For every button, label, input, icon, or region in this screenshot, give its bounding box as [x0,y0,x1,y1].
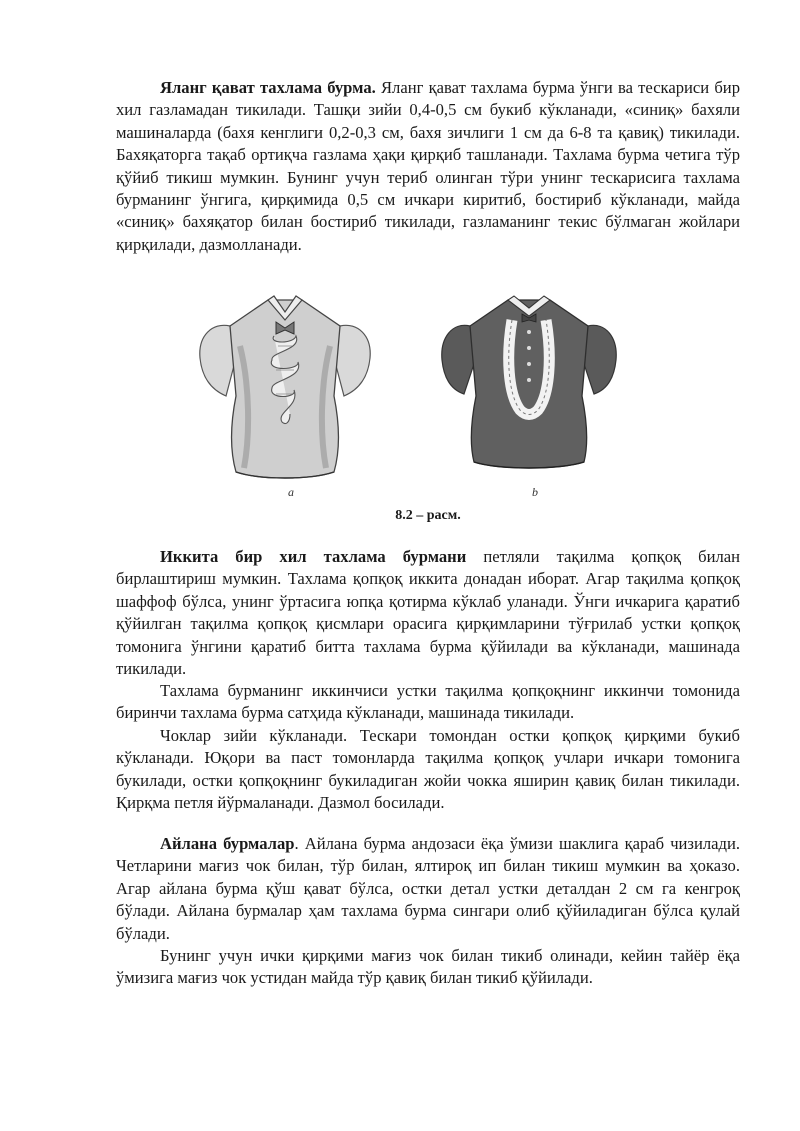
figure-caption: 8.2 – расм. [395,508,461,523]
paragraph-text: Бунинг учун ички қирқими мағиз чок билан тикиб олинади, кейин тайёр ёқа ўмизига мағиз чок устидан майда тўр қавиқ билан тикиб қўйилади. [116,946,740,988]
figure-label-a: a [288,485,294,499]
paragraph-text: петляли тақилма қопқоқ билан бирлаштириш мумкин. Тахлама қопқоқ иккита донадан иборат. Агар тақилма қопқоқ шаффоф бўлса, унинг ўртасига юпқа қотирма кўклаб уланади. Ўнги ичкарига қаратиб қўйилган тақилма қопқоқ қисмлари орасига қирқимларини тўғрилаб устки қопқоқ томонига ўнгини қаратиб битта тахлама бурма қўйилади ва кўкланади, машинада тикилади. [116,547,740,679]
paragraph-heading: Айлана бурмалар [160,834,295,853]
paragraph-inner-edge [116,945,740,990]
paragraph-seams [116,725,740,815]
blouse-b-illustration [442,296,616,468]
figure-label-b: b [532,485,538,499]
blouse-a-illustration [200,296,370,478]
paragraph-text: Чоклар зийи кўкланади. Тескари томондан остки қопқоқ қирқими букиб кўкланади. Юқори ва паст томонларда тақилма қопқоқ учлари ичкари томонига букилади, остки қопқоқнинг букиладиган жойи чокка яширин қавиқ билан тикилади. Қирқма петля йўрмаланади. Дазмол босилади. [116,726,740,813]
paragraph-plain-frill [116,77,740,256]
paragraph-second-frill [116,680,740,725]
paragraph-text: . Айлана бурма андозаси ёқа ўмизи шаклига қараб чизилади. Четларини мағиз чок билан, тўр билан, ялтироқ ип билан тикиш мумкин ва ҳоказо. Агар айлана бурма қўш қават бўлса, остки детал устки деталдан 2 см га кенгроқ бўлади. Айлана бурмалар ҳам тахлама бурма сингари олиб қўйиладиган бўлса қулай бўлади. [116,834,740,943]
paragraph-two-frills [116,546,740,680]
paragraph-text: Тахлама бурманинг иккинчиси устки тақилма қопқоқнинг иккинчи томонида биринчи тахлама бурма сатҳида кўкланади, машинада тикилади. [116,681,740,723]
paragraph-heading: Иккита бир хил тахлама бурмани [160,547,467,566]
figure-blouse-illustrations [190,286,630,504]
paragraph-heading: Яланг қават тахлама бурма. [160,78,376,97]
paragraph-circular-frills [116,833,740,945]
paragraph-text: Яланг қават тахлама бурма ўнги ва тескариси бир хил газламадан тикилади. Ташқи зийи 0,4-0,5 см букиб кўкланади, «синиқ» бахяли машиналарда (бахя кенглиги 0,2-0,3 см, бахя зичлиги 1 см да 6-8 та қавиқ) тикилади. Бахяқаторга тақаб ортиқча газлама ҳақи қирқиб ташланади. Тахлама бурма четига тўр қўйиб тикиш мумкин. Бунинг учун териб олинган тўри унинг тескарисига тахлама бурманинг ўнгига, қирқимида 0,5 см ичкари киритиб, бостириб кўкланади, майда «синиқ» бахяқатор билан бостириб тикилади, газламанинг текис бўлмаган жойлари қирқилади, дазмолланади. [116,78,740,254]
